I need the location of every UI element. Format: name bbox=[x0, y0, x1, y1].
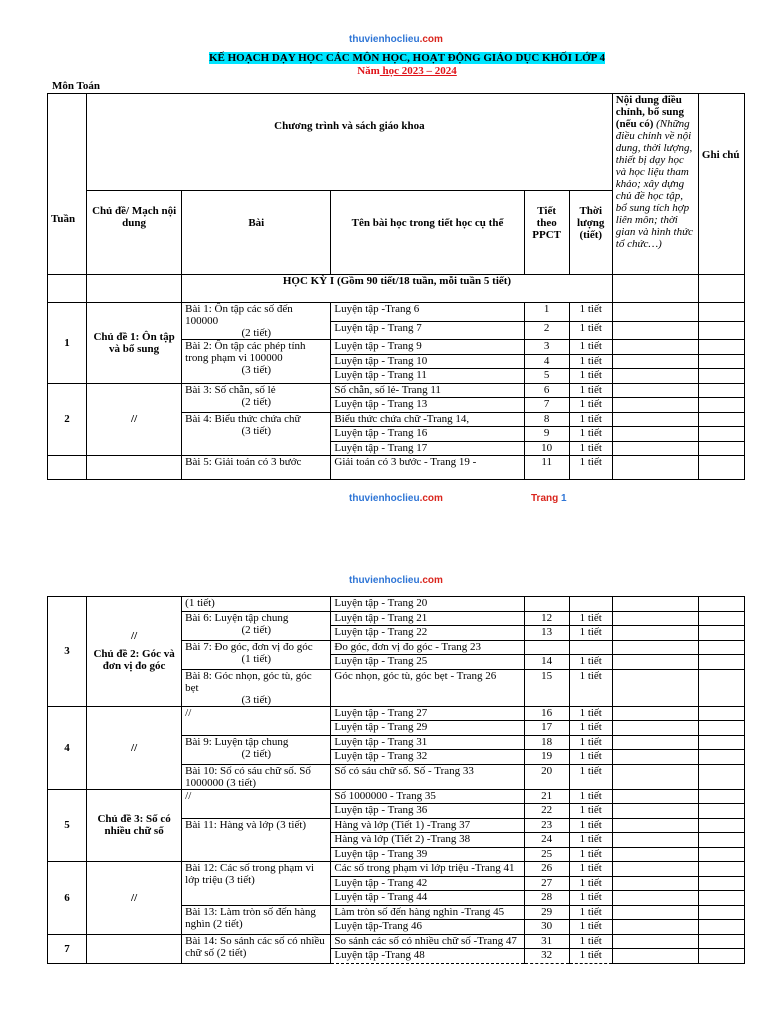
topic-cell bbox=[87, 862, 182, 935]
adjust-cell bbox=[612, 597, 698, 612]
period-cell: 7 bbox=[524, 398, 569, 413]
duration-cell: 1 tiết bbox=[569, 721, 612, 736]
lesson-name-cell: Luyện tập - Trang 22 bbox=[331, 626, 524, 641]
week-cell: 5 bbox=[48, 789, 87, 862]
note-cell bbox=[698, 706, 744, 721]
note-cell bbox=[698, 340, 744, 355]
period-cell: 32 bbox=[524, 949, 569, 964]
period-cell: 15 bbox=[524, 669, 569, 706]
lesson-name-cell: Làm tròn số đến hàng nghìn -Trang 45 bbox=[331, 905, 524, 920]
period-cell: 28 bbox=[524, 891, 569, 906]
adjust-cell bbox=[612, 847, 698, 862]
period-cell: 14 bbox=[524, 655, 569, 670]
page-num-value: 1 bbox=[561, 493, 567, 504]
lesson-name: Bài 11: Hàng và lớp (3 tiết) bbox=[185, 818, 307, 831]
lesson-cell bbox=[182, 383, 331, 412]
period-cell: 26 bbox=[524, 862, 569, 877]
adjust-cell bbox=[612, 862, 698, 877]
lesson-name-cell: Luyện tập - Trang 13 bbox=[331, 398, 524, 413]
duration-cell: 1 tiết bbox=[569, 818, 612, 833]
doc-title bbox=[0, 52, 768, 64]
header-duration: Thời lượng (tiết) bbox=[569, 191, 612, 275]
duration-cell: 1 tiết bbox=[569, 862, 612, 877]
lesson-duration: (3 tiết) bbox=[241, 424, 272, 437]
note-cell bbox=[698, 456, 744, 480]
lesson-name-cell: Luyện tập - Trang 9 bbox=[331, 340, 524, 355]
lesson-cell bbox=[182, 818, 331, 862]
adjust-cell bbox=[612, 905, 698, 920]
note-cell bbox=[698, 789, 744, 804]
adjust-cell bbox=[612, 340, 698, 355]
duration-cell: 1 tiết bbox=[569, 340, 612, 355]
duration-cell: 1 tiết bbox=[569, 934, 612, 949]
lesson-name: Bài 1: Ôn tập các số đến 100000 bbox=[185, 303, 293, 327]
header-adjust bbox=[612, 94, 698, 275]
adjust-cell bbox=[612, 764, 698, 789]
table-row bbox=[48, 383, 745, 398]
lesson-cell bbox=[182, 412, 331, 456]
period-cell bbox=[524, 597, 569, 612]
lesson-duration: (2 tiết) bbox=[241, 327, 272, 339]
duration-cell: 1 tiết bbox=[569, 441, 612, 456]
plan-table-1 bbox=[47, 93, 745, 480]
duration-cell bbox=[569, 640, 612, 655]
lesson-name: Bài 9: Luyện tập chung bbox=[185, 735, 289, 748]
header-lesson: Bài bbox=[182, 191, 331, 275]
adjust-cell bbox=[612, 949, 698, 964]
site-name: thuvienhoclieu bbox=[349, 493, 420, 504]
note-cell bbox=[698, 640, 744, 655]
site-name: thuvienhoclieu bbox=[349, 34, 420, 45]
topic-text: // bbox=[131, 741, 138, 754]
duration-cell: 1 tiết bbox=[569, 456, 612, 480]
lesson-name-cell: Luyện tập - Trang 31 bbox=[331, 735, 524, 750]
note-cell bbox=[698, 750, 744, 765]
period-cell: 18 bbox=[524, 735, 569, 750]
note-cell bbox=[698, 949, 744, 964]
duration-cell: 1 tiết bbox=[569, 369, 612, 384]
table-row bbox=[48, 862, 745, 877]
note-cell bbox=[698, 764, 744, 789]
lesson-name-cell: Luyện tập - Trang 11 bbox=[331, 369, 524, 384]
period-cell: 19 bbox=[524, 750, 569, 765]
adjust-cell bbox=[612, 934, 698, 949]
lesson-name: Bài 3: Số chẵn, số lẻ bbox=[185, 383, 276, 396]
period-cell: 21 bbox=[524, 789, 569, 804]
period-cell: 9 bbox=[524, 427, 569, 442]
lesson-name-cell: Luyện tập - Trang 32 bbox=[331, 750, 524, 765]
lesson-name: (1 tiết) bbox=[185, 597, 215, 609]
duration-cell: 1 tiết bbox=[569, 655, 612, 670]
note-cell bbox=[698, 735, 744, 750]
semester-empty-2 bbox=[87, 275, 182, 303]
duration-cell: 1 tiết bbox=[569, 905, 612, 920]
week-cell: 3 bbox=[48, 597, 87, 707]
lesson-cell: Bài 5: Giải toán có 3 bước bbox=[182, 456, 331, 480]
lesson-name: Bài 8: Góc nhọn, góc tù, góc bẹt bbox=[185, 669, 312, 694]
header-lesson-name: Tên bài học trong tiết học cụ thể bbox=[331, 191, 524, 275]
lesson-name-cell: Biểu thức chứa chữ -Trang 14, bbox=[331, 412, 524, 427]
note-cell bbox=[698, 833, 744, 848]
adjust-cell bbox=[612, 626, 698, 641]
note-cell bbox=[698, 905, 744, 920]
lesson-name-cell: Luyện tập -Trang 6 bbox=[331, 303, 524, 322]
duration-cell: 1 tiết bbox=[569, 847, 612, 862]
duration-cell: 1 tiết bbox=[569, 398, 612, 413]
lesson-name-cell: Các số trong phạm vi lớp triệu -Trang 41 bbox=[331, 862, 524, 877]
header-adjust-bold: Nội dung điều chỉnh, bổ sung (nếu có) bbox=[615, 94, 684, 130]
lesson-name-cell: Luyện tập - Trang 10 bbox=[331, 354, 524, 369]
lesson-name: Bài 6: Luyện tập chung bbox=[185, 611, 289, 624]
note-cell bbox=[698, 597, 744, 612]
week-cell bbox=[48, 456, 87, 480]
duration-cell: 1 tiết bbox=[569, 949, 612, 964]
duration-cell: 1 tiết bbox=[569, 321, 612, 340]
note-cell bbox=[698, 427, 744, 442]
period-cell: 25 bbox=[524, 847, 569, 862]
lesson-cell bbox=[182, 789, 331, 818]
lesson-name-cell: Hàng và lớp (Tiết 1) -Trang 37 bbox=[331, 818, 524, 833]
period-cell: 8 bbox=[524, 412, 569, 427]
lesson-name-cell: Luyện tập - Trang 21 bbox=[331, 611, 524, 626]
adjust-cell bbox=[612, 303, 698, 322]
site-header-2 bbox=[349, 575, 443, 586]
lesson-name-cell: Góc nhọn, góc tù, góc bẹt - Trang 26 bbox=[331, 669, 524, 706]
lesson-name-cell: Luyện tập - Trang 39 bbox=[331, 847, 524, 862]
duration-cell: 1 tiết bbox=[569, 833, 612, 848]
header-program: Chương trình và sách giáo khoa bbox=[87, 94, 613, 191]
site-domain: .com bbox=[419, 575, 443, 586]
period-cell: 16 bbox=[524, 706, 569, 721]
header-week: Tuần bbox=[48, 94, 87, 275]
week-cell: 6 bbox=[48, 862, 87, 935]
lesson-name-cell: Luyện tập - Trang 17 bbox=[331, 441, 524, 456]
adjust-cell bbox=[612, 369, 698, 384]
semester-label: HỌC KỲ I (Gồm 90 tiết/18 tuần, mỗi tuần 5 tiết) bbox=[182, 275, 613, 303]
lesson-cell bbox=[182, 669, 331, 706]
duration-cell: 1 tiết bbox=[569, 626, 612, 641]
adjust-cell bbox=[612, 920, 698, 935]
lesson-name-cell: Luyện tập-Trang 46 bbox=[331, 920, 524, 935]
header-note: Ghi chú bbox=[698, 94, 744, 275]
note-cell bbox=[698, 412, 744, 427]
header-period: Tiết theo PPCT bbox=[524, 191, 569, 275]
note-cell bbox=[698, 655, 744, 670]
semester-empty-3 bbox=[612, 275, 698, 303]
lesson-name: Bài 14: So sánh các số có nhiều chữ số (2 tiết) bbox=[185, 934, 325, 959]
subject-label: Môn Toán bbox=[52, 80, 100, 92]
table-row bbox=[48, 789, 745, 804]
period-cell: 2 bbox=[524, 321, 569, 340]
period-cell bbox=[524, 640, 569, 655]
topic-cell bbox=[87, 706, 182, 789]
lesson-name: Bài 2: Ôn tập các phép tính trong phạm vi 100000 bbox=[185, 340, 306, 364]
lesson-cell bbox=[182, 934, 331, 963]
duration-cell: 1 tiết bbox=[569, 383, 612, 398]
lesson-cell bbox=[182, 340, 331, 384]
adjust-cell bbox=[612, 383, 698, 398]
lesson-name-cell: Luyện tập - Trang 7 bbox=[331, 321, 524, 340]
topic-text: Chủ đề 1: Ôn tập và bổ sung bbox=[93, 330, 175, 355]
doc-title-text: KẾ HOẠCH DẠY HỌC CÁC MÔN HỌC, HOẠT ĐỘNG GIÁO DỤC KHỐI LỚP 4 bbox=[208, 52, 606, 64]
lesson-name: Bài 10: Số có sáu chữ số. Số 1000000 (3 tiết) bbox=[185, 764, 311, 789]
lesson-name-cell: Luyện tập -Trang 48 bbox=[331, 949, 524, 964]
semester-empty-1 bbox=[48, 275, 87, 303]
lesson-name-cell: Luyện tập - Trang 36 bbox=[331, 804, 524, 819]
period-cell: 31 bbox=[524, 934, 569, 949]
lesson-cell bbox=[182, 611, 331, 640]
note-cell bbox=[698, 626, 744, 641]
note-cell bbox=[698, 398, 744, 413]
lesson-name-cell: Luyện tập - Trang 27 bbox=[331, 706, 524, 721]
site-name: thuvienhoclieu bbox=[349, 575, 420, 586]
table-row bbox=[48, 303, 745, 322]
note-cell bbox=[698, 920, 744, 935]
note-cell bbox=[698, 891, 744, 906]
note-cell bbox=[698, 611, 744, 626]
duration-cell: 1 tiết bbox=[569, 735, 612, 750]
duration-cell: 1 tiết bbox=[569, 427, 612, 442]
lesson-duration: (2 tiết) bbox=[241, 747, 272, 760]
note-cell bbox=[698, 721, 744, 736]
period-cell: 20 bbox=[524, 764, 569, 789]
lesson-duration: (3 tiết) bbox=[241, 364, 272, 376]
note-cell bbox=[698, 804, 744, 819]
lesson-name-cell: So sánh các số có nhiều chữ số -Trang 47 bbox=[331, 934, 524, 949]
note-cell bbox=[698, 369, 744, 384]
lesson-name-cell: Số có sáu chữ số. Số - Trang 33 bbox=[331, 764, 524, 789]
lesson-name: Bài 13: Làm tròn số đến hàng nghìn (2 tiết) bbox=[185, 905, 316, 930]
topic-cell bbox=[87, 789, 182, 862]
lesson-duration: (2 tiết) bbox=[241, 623, 272, 636]
note-cell bbox=[698, 847, 744, 862]
table-row bbox=[48, 456, 745, 480]
note-cell bbox=[698, 321, 744, 340]
adjust-cell bbox=[612, 427, 698, 442]
period-cell: 13 bbox=[524, 626, 569, 641]
note-cell bbox=[698, 876, 744, 891]
note-cell bbox=[698, 441, 744, 456]
table-row bbox=[48, 706, 745, 721]
period-cell: 1 bbox=[524, 303, 569, 322]
lesson-name: // bbox=[185, 789, 192, 802]
duration-cell: 1 tiết bbox=[569, 920, 612, 935]
duration-cell bbox=[569, 597, 612, 612]
lesson-name: Bài 7: Đo góc, đơn vị đo góc bbox=[185, 640, 313, 653]
period-cell: 3 bbox=[524, 340, 569, 355]
adjust-cell bbox=[612, 441, 698, 456]
note-cell bbox=[698, 934, 744, 949]
adjust-cell bbox=[612, 655, 698, 670]
page-label: Trang bbox=[531, 493, 559, 504]
site-header-1 bbox=[349, 34, 443, 45]
lesson-name-cell: Luyện tập - Trang 42 bbox=[331, 876, 524, 891]
doc-year bbox=[0, 65, 768, 77]
lesson-name-cell: Hàng và lớp (Tiết 2) -Trang 38 bbox=[331, 833, 524, 848]
lesson-cell bbox=[182, 862, 331, 906]
adjust-cell bbox=[612, 354, 698, 369]
lesson-name-cell: Luyện tập - Trang 20 bbox=[331, 597, 524, 612]
lesson-cell bbox=[182, 905, 331, 934]
duration-cell: 1 tiết bbox=[569, 764, 612, 789]
period-cell: 23 bbox=[524, 818, 569, 833]
semester-empty-4 bbox=[698, 275, 744, 303]
note-cell bbox=[698, 818, 744, 833]
duration-cell: 1 tiết bbox=[569, 412, 612, 427]
table-row bbox=[48, 597, 745, 612]
lesson-cell bbox=[182, 735, 331, 764]
lesson-name-cell: Số 1000000 - Trang 35 bbox=[331, 789, 524, 804]
page-number bbox=[531, 493, 567, 504]
adjust-cell bbox=[612, 721, 698, 736]
period-cell: 27 bbox=[524, 876, 569, 891]
adjust-cell bbox=[612, 321, 698, 340]
topic-text: // bbox=[131, 630, 138, 643]
lesson-cell bbox=[182, 706, 331, 735]
week-cell: 2 bbox=[48, 383, 87, 456]
lesson-name-cell: Luyện tập - Trang 25 bbox=[331, 655, 524, 670]
topic-cell bbox=[87, 303, 182, 384]
table-row bbox=[48, 934, 745, 949]
note-cell bbox=[698, 303, 744, 322]
topic-text: // bbox=[131, 891, 138, 904]
period-cell: 30 bbox=[524, 920, 569, 935]
lesson-name: // bbox=[185, 706, 192, 719]
adjust-cell bbox=[612, 833, 698, 848]
lesson-duration: (2 tiết) bbox=[241, 395, 272, 408]
period-cell: 4 bbox=[524, 354, 569, 369]
lesson-name-cell: Luyện tập - Trang 44 bbox=[331, 891, 524, 906]
period-cell: 5 bbox=[524, 369, 569, 384]
header-topic: Chủ đề/ Mạch nội dung bbox=[87, 191, 182, 275]
year-text: học 2023 – 2024 bbox=[379, 65, 457, 77]
week-cell: 7 bbox=[48, 934, 87, 963]
adjust-cell bbox=[612, 789, 698, 804]
topic-cell bbox=[87, 383, 182, 456]
duration-cell: 1 tiết bbox=[569, 804, 612, 819]
adjust-cell bbox=[612, 456, 698, 480]
topic-text: // bbox=[131, 413, 138, 426]
period-cell: 22 bbox=[524, 804, 569, 819]
duration-cell: 1 tiết bbox=[569, 706, 612, 721]
note-cell bbox=[698, 862, 744, 877]
lesson-cell bbox=[182, 764, 331, 789]
lesson-name-cell: Luyện tập - Trang 16 bbox=[331, 427, 524, 442]
lesson-name-cell: Giải toán có 3 bước - Trang 19 - bbox=[331, 456, 524, 480]
lesson-cell bbox=[182, 303, 331, 340]
site-footer-1 bbox=[349, 493, 443, 504]
duration-cell: 1 tiết bbox=[569, 354, 612, 369]
period-cell: 24 bbox=[524, 833, 569, 848]
duration-cell: 1 tiết bbox=[569, 789, 612, 804]
lesson-name: Bài 4: Biểu thức chứa chữ bbox=[185, 412, 301, 425]
note-cell bbox=[698, 354, 744, 369]
period-cell: 6 bbox=[524, 383, 569, 398]
lesson-cell bbox=[182, 597, 331, 612]
week-cell: 4 bbox=[48, 706, 87, 789]
duration-cell: 1 tiết bbox=[569, 669, 612, 706]
adjust-cell bbox=[612, 706, 698, 721]
adjust-cell bbox=[612, 412, 698, 427]
period-cell: 29 bbox=[524, 905, 569, 920]
adjust-cell bbox=[612, 669, 698, 706]
site-domain: .com bbox=[419, 34, 443, 45]
lesson-name-cell: Đo góc, đơn vị đo góc - Trang 23 bbox=[331, 640, 524, 655]
adjust-cell bbox=[612, 804, 698, 819]
lesson-name-cell: Luyện tập - Trang 29 bbox=[331, 721, 524, 736]
topic-cell bbox=[87, 934, 182, 963]
header-adjust-italic: (Những điều chỉnh về nội dung, thời lượng, thiết bị dạy học và học liệu tham khảo; xây dựng chủ đề học tập, bổ sung tích hợp liên môn; thời gian và hình thức tổ chức…) bbox=[615, 118, 693, 250]
week-cell: 1 bbox=[48, 303, 87, 384]
lesson-cell bbox=[182, 640, 331, 669]
note-cell bbox=[698, 669, 744, 706]
topic-text: Chủ đề 3: Số có nhiều chữ số bbox=[97, 813, 171, 838]
period-cell: 10 bbox=[524, 441, 569, 456]
topic-cell bbox=[87, 597, 182, 707]
topic-text: Chủ đề 2: Góc và đơn vị đo góc bbox=[93, 648, 175, 673]
lesson-duration: (1 tiết) bbox=[241, 652, 272, 665]
adjust-cell bbox=[612, 398, 698, 413]
adjust-cell bbox=[612, 891, 698, 906]
note-cell bbox=[698, 383, 744, 398]
adjust-cell bbox=[612, 750, 698, 765]
plan-table-2 bbox=[47, 596, 745, 964]
lesson-name-cell: Số chẵn, số lẻ- Trang 11 bbox=[331, 383, 524, 398]
duration-cell: 1 tiết bbox=[569, 611, 612, 626]
adjust-cell bbox=[612, 735, 698, 750]
site-domain: .com bbox=[419, 493, 443, 504]
lesson-duration: (3 tiết) bbox=[241, 693, 272, 706]
adjust-cell bbox=[612, 640, 698, 655]
adjust-cell bbox=[612, 611, 698, 626]
duration-cell: 1 tiết bbox=[569, 876, 612, 891]
duration-cell: 1 tiết bbox=[569, 750, 612, 765]
adjust-cell bbox=[612, 818, 698, 833]
period-cell: 17 bbox=[524, 721, 569, 736]
duration-cell: 1 tiết bbox=[569, 891, 612, 906]
year-prefix: Năm bbox=[357, 65, 380, 77]
duration-cell: 1 tiết bbox=[569, 303, 612, 322]
topic-cell bbox=[87, 456, 182, 480]
lesson-name: Bài 12: Các số trong phạm vi lớp triệu (3 tiết) bbox=[185, 862, 315, 886]
adjust-cell bbox=[612, 876, 698, 891]
period-cell: 12 bbox=[524, 611, 569, 626]
period-cell: 11 bbox=[524, 456, 569, 480]
